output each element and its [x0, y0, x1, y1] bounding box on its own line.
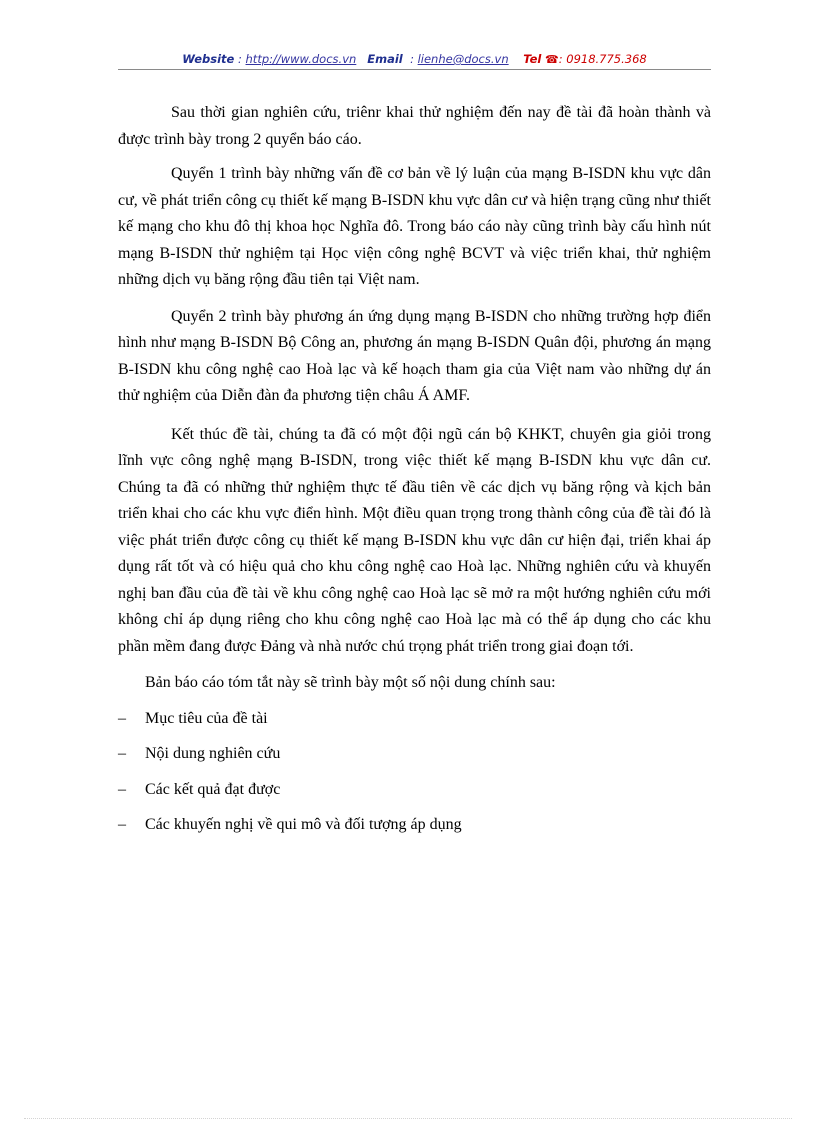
list-item-text: Các kết quả đạt được	[145, 780, 281, 798]
website-separator: :	[237, 52, 242, 66]
paragraph-volume-1: Quyển 1 trình bày những vấn đề cơ bản về lý luận của mạng B-ISDN khu vực dân cư, về phát triển công cụ thiết kế mạng B-ISDN khu vực dân cư và hiện trạng cũng như thiết kế mạng cho khu đô thị khoa học Nghĩa đô. Trong báo cáo này cũng trình bày cấu hình nút mạng B-ISDN thử nghiệm tại Học viện công nghệ BCVT và việc triển khai, thử nghiệm những dịch vụ băng rộng đầu tiên tại Việt nam.	[118, 165, 711, 288]
list-item-text: Nội dung nghiên cứu	[145, 745, 281, 762]
paragraph-intro: Sau thời gian nghiên cứu, triênr khai thử nghiệm đến nay đề tài đã hoàn thành và được trình bày trong 2 quyển báo cáo.	[118, 104, 711, 148]
list-item	[118, 706, 711, 742]
website-link[interactable]: http://www.docs.vn	[245, 52, 357, 66]
list-item	[118, 777, 711, 813]
website-label: Website	[182, 52, 235, 66]
email-separator: :	[410, 52, 414, 66]
tel-label: Tel	[523, 52, 542, 66]
phone-number: 0918.775.368	[566, 52, 647, 66]
email-label: Email	[367, 52, 403, 66]
list-item	[118, 812, 711, 848]
paragraph-conclusion: Kết thúc đề tài, chúng ta đã có một đội ngũ cán bộ KHKT, chuyên gia giỏi trong lĩnh vực công nghệ mạng B-ISDN, trong việc thiết kế mạng B-ISDN khu vực dân cư. Chúng ta đã có những thử nghiệm thực tế đầu tiên về các dịch vụ băng rộng và kịch bản triển khai cho các khu vực điển hình. Một điều quan trọng trong thành công của đề tài đó là việc phát triển được công cụ thiết kế mạng B-ISDN khu vực dân cư hiện đại, triển khai áp dụng rất tốt và có hiệu quả cho khu công nghệ cao Hoà lạc. Những nghiên cứu và khuyến nghị ban đầu của đề tài về khu công nghệ cao Hoà lạc sẽ mở ra một hướng nghiên cứu mới không chỉ áp dụng riêng cho khu công nghệ cao Hoà lạc mà có thể áp dụng cho các khu phần mềm đang được Đảng và nhà nước chú trọng phát triển trong giai đoạn tới.	[118, 425, 711, 655]
phone-icon: ☎	[545, 53, 559, 66]
footer-dotted-line	[24, 1118, 792, 1119]
document-body	[118, 100, 711, 848]
list-item	[118, 741, 711, 777]
bullet-dash: –	[118, 709, 126, 727]
bullet-dash: –	[118, 745, 126, 762]
list-item-text: Mục tiêu của đề tài	[145, 709, 268, 727]
header-divider	[118, 69, 711, 70]
summary-list	[118, 706, 711, 848]
paragraph-volume-2: Quyển 2 trình bày phương án ứng dụng mạng B-ISDN cho những trường hợp điển hình như mạng B-ISDN Bộ Công an, phương án mạng B-ISDN Quân đội, phương án mạng B-ISDN khu công nghệ cao Hoà lạc và kế hoạch tham gia của Việt nam vào những dự án thử nghiệm của Diễn đàn đa phương tiện châu Á AMF.	[118, 307, 711, 404]
list-item-text: Các khuyến nghị về qui mô và đối tượng áp dụng	[145, 816, 462, 833]
phone-separator: :	[558, 52, 563, 66]
page-header	[118, 50, 711, 69]
email-link[interactable]: lienhe@docs.vn	[417, 52, 509, 66]
summary-intro: Bản báo cáo tóm tắt này sẽ trình bày một số nội dung chính sau:	[145, 674, 556, 691]
bullet-dash: –	[118, 780, 126, 798]
bullet-dash: –	[118, 816, 126, 833]
